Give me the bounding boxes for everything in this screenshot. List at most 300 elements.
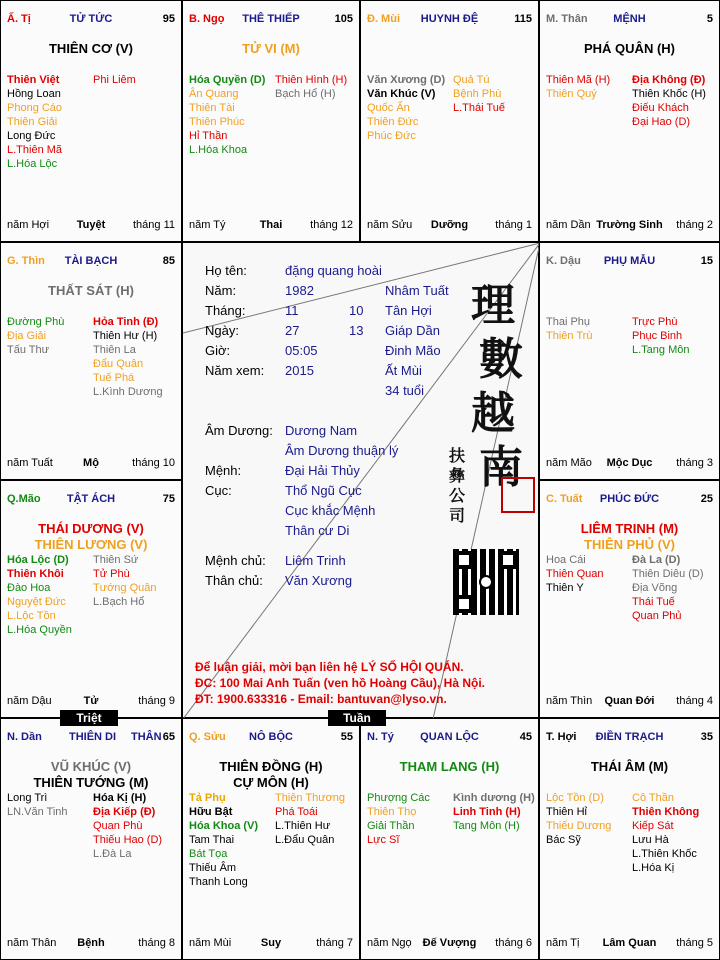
minor-star: Thiên Y — [546, 582, 584, 594]
info-value: Đinh Mão — [385, 343, 441, 358]
info-value: đặng quang hoài — [285, 263, 382, 278]
palace-name: THÊ THIẾP — [242, 13, 300, 25]
main-stars — [1, 283, 181, 299]
palace-number: 55 — [340, 731, 353, 743]
minor-star: Phi Liêm — [93, 74, 136, 86]
minor-star: Quan Phù — [93, 820, 143, 832]
palace-name: ĐIỀN TRẠCH — [595, 731, 664, 743]
minor-star: Hóa Kị (H) — [93, 792, 147, 804]
main-star: THIÊN PHỦ (V) — [584, 537, 675, 552]
life-stage: Quan Đới — [604, 695, 655, 707]
main-star: THAM LANG (H) — [399, 759, 500, 774]
minor-stars-right — [453, 791, 535, 833]
minor-star: Thiên Quan — [546, 568, 604, 580]
main-star: THIÊN CƠ (V) — [48, 41, 134, 56]
palace-header — [7, 255, 175, 271]
minor-star: Địa Giải — [7, 330, 47, 342]
main-stars — [183, 41, 359, 57]
palace-name: TÀI BẠCH — [64, 255, 118, 267]
info-value: Ất Mùi — [385, 363, 422, 378]
minor-stars-left — [189, 791, 258, 889]
minor-star: L.Kình Dương — [93, 386, 163, 398]
life-stage: Đế Vượng — [422, 937, 477, 949]
minor-star: Long Đức — [7, 130, 56, 142]
palace-name: TỬ TỨC — [69, 13, 113, 25]
palace-cell-ngo — [182, 0, 360, 242]
palace-number: 105 — [334, 13, 353, 25]
minor-star: Quốc Ấn — [367, 102, 410, 114]
minor-star: L.Đà La — [93, 848, 132, 860]
minor-stars-right — [632, 553, 704, 623]
year-label: năm Mùi — [189, 937, 232, 949]
year-label: năm Thìn — [546, 695, 593, 707]
palace-footer — [7, 695, 175, 709]
qr-code-icon — [453, 549, 519, 615]
minor-star: Trực Phù — [632, 316, 678, 328]
palace-name: TẬT ÁCH — [66, 493, 116, 505]
info-value: Cục khắc Mệnh — [285, 503, 376, 518]
info-value: 05:05 — [285, 343, 318, 358]
info-value: Thân cư Di — [285, 523, 350, 538]
minor-stars-right — [632, 791, 699, 875]
main-star: THIÊN TƯỚNG (M) — [33, 775, 149, 790]
minor-stars-left — [367, 791, 430, 847]
minor-star: Thiên Tài — [189, 102, 235, 114]
minor-stars-right — [93, 73, 136, 87]
palace-number: 65 — [162, 731, 175, 743]
minor-star: Đào Hoa — [7, 582, 51, 594]
minor-star: Kiếp Sát — [632, 820, 674, 832]
minor-stars-right — [632, 73, 706, 129]
life-stage: Suy — [260, 937, 282, 949]
life-stage: Lâm Quan — [602, 937, 657, 949]
minor-star: L.Hóa Quyền — [7, 624, 72, 636]
info-value: 13 — [349, 323, 364, 338]
palace-footer — [189, 219, 353, 233]
month-label: tháng 3 — [676, 457, 713, 469]
minor-star: Tử Phù — [93, 568, 130, 580]
triet-badge: Triệt — [60, 710, 118, 726]
minor-star: Ân Quang — [189, 88, 239, 100]
main-star: THÁI DƯƠNG (V) — [38, 521, 144, 536]
minor-star: Thanh Long — [189, 876, 248, 888]
info-label: Âm Dương: — [205, 423, 273, 438]
palace-footer — [546, 937, 713, 951]
minor-star: L.Tang Môn — [632, 344, 690, 356]
main-star: THIÊN LƯƠNG (V) — [34, 537, 148, 552]
month-label: tháng 5 — [676, 937, 713, 949]
minor-star: Thiên Việt — [7, 74, 60, 86]
minor-star: Tang Môn (H) — [453, 820, 520, 832]
info-label: Giờ: — [205, 343, 231, 358]
minor-star: Hồng Loan — [7, 88, 61, 100]
minor-star: Tướng Quân — [93, 582, 157, 594]
life-stage: Thai — [259, 219, 283, 231]
minor-star: L.Hóa Khoa — [189, 144, 248, 156]
minor-star: Thiên Diêu (D) — [632, 568, 704, 580]
minor-star: Long Trì — [7, 792, 48, 804]
minor-star: Thiên Giải — [7, 116, 58, 128]
palace-header — [546, 731, 713, 747]
main-stars — [540, 521, 719, 553]
minor-star: Thai Phụ — [546, 316, 591, 328]
life-stage: Tuyệt — [76, 219, 106, 231]
info-value: 1982 — [285, 283, 314, 298]
info-label: Họ tên: — [205, 263, 247, 278]
minor-star: Hỏa Tinh (Đ) — [93, 316, 159, 328]
contact-line: ĐC: 100 Mai Anh Tuấn (ven hồ Hoàng Cầu), Hà Nội. — [195, 676, 486, 690]
minor-stars-right — [275, 791, 345, 847]
year-label: năm Tị — [546, 937, 580, 949]
info-value: 11 — [285, 303, 299, 318]
main-star: TỬ VI (M) — [242, 41, 300, 56]
palace-number: 25 — [700, 493, 713, 505]
year-label: năm Tuất — [7, 457, 53, 469]
palace-header — [189, 731, 353, 747]
minor-star: L.Bạch Hổ — [93, 596, 145, 608]
info-value: Liêm Trinh — [285, 553, 346, 568]
palace-header — [546, 13, 713, 29]
minor-star: Đẩu Quân — [93, 358, 144, 370]
minor-star: Tuế Phá — [93, 372, 135, 384]
minor-stars-left — [7, 553, 72, 637]
minor-star: Phá Toái — [275, 806, 318, 818]
palace-footer — [7, 457, 175, 471]
info-value: 10 — [349, 303, 364, 318]
branch-label: N. Tý — [367, 731, 394, 743]
minor-stars-left — [7, 315, 64, 357]
calligraphy-char: 理 — [471, 280, 515, 331]
tuan-badge: Tuần — [328, 710, 386, 726]
main-star: VŨ KHÚC (V) — [50, 759, 132, 774]
minor-star: Bạch Hổ (H) — [275, 88, 336, 100]
info-label: Tháng: — [205, 303, 246, 318]
palace-header — [367, 731, 532, 747]
minor-star: Hỉ Thần — [189, 130, 228, 142]
info-value: Dương Nam — [285, 423, 358, 438]
minor-star: Thiên Phúc — [189, 116, 245, 128]
branch-label: Ấ. Tị — [7, 13, 31, 25]
minor-star: L.Lộc Tồn — [7, 610, 56, 622]
main-stars — [1, 759, 181, 791]
palace-cell-hoi — [539, 718, 720, 960]
minor-star: Đà La (D) — [632, 554, 681, 566]
main-stars — [1, 41, 181, 57]
main-star: THÁI ÂM (M) — [590, 759, 669, 774]
minor-stars-right — [632, 315, 689, 357]
minor-stars-right — [93, 315, 163, 399]
year-label: năm Sửu — [367, 219, 413, 231]
branch-label: M. Thân — [546, 13, 588, 25]
minor-star: L.Đẩu Quân — [275, 834, 335, 846]
main-stars — [1, 521, 181, 553]
month-label: tháng 2 — [676, 219, 713, 231]
main-stars — [183, 759, 359, 791]
palace-name: PHỤ MẪU — [603, 255, 656, 267]
branch-label: K. Dậu — [546, 255, 581, 267]
calligraphy-char: 越 — [471, 388, 515, 439]
minor-star: Phúc Đức — [367, 130, 416, 142]
info-value: Giáp Dần — [385, 323, 440, 338]
info-value: Thổ Ngũ Cục — [285, 483, 362, 498]
palace-cell-dan — [0, 718, 182, 960]
minor-star: Thiên Hình (H) — [275, 74, 348, 86]
branch-label: N. Dần — [7, 731, 42, 743]
minor-star: L.Thái Tuế — [453, 102, 505, 114]
month-label: tháng 1 — [495, 219, 532, 231]
body-palace-label: THÂN — [131, 731, 162, 743]
branch-label: Q.Mão — [7, 493, 41, 505]
minor-star: Thiên Hư (H) — [93, 330, 158, 342]
year-label: năm Ngọ — [367, 937, 412, 949]
info-value: Nhâm Tuất — [385, 283, 449, 298]
minor-star: Thiên Hỉ — [546, 806, 587, 818]
main-stars — [540, 759, 719, 775]
minor-stars-right — [93, 791, 162, 861]
year-label: năm Tý — [189, 219, 226, 231]
palace-name: QUAN LỘC — [420, 731, 479, 743]
minor-star: Thiên Trù — [546, 330, 593, 342]
minor-star: Phục Binh — [632, 330, 683, 342]
year-label: năm Dậu — [7, 695, 52, 707]
minor-stars-left — [546, 315, 592, 343]
palace-header — [546, 493, 713, 509]
minor-star: Địa Không (Đ) — [632, 74, 706, 86]
minor-star: Thiên Khôi — [7, 568, 64, 580]
palace-cell-ty — [360, 718, 539, 960]
minor-star: Thiên Không — [632, 806, 700, 818]
minor-star: Phượng Các — [367, 792, 430, 804]
calligraphy-char: 數 — [479, 334, 523, 385]
minor-star: Thiên Đức — [367, 116, 419, 128]
palace-cell-mui — [360, 0, 539, 242]
minor-star: Giải Thần — [367, 820, 415, 832]
month-label: tháng 12 — [310, 219, 353, 231]
minor-star: L.Hóa Lộc — [7, 158, 58, 170]
year-label: năm Thân — [7, 937, 57, 949]
minor-star: Cô Thần — [632, 792, 674, 804]
minor-star: Tam Thai — [189, 834, 235, 846]
minor-star: Tấu Thư — [7, 344, 50, 356]
info-label: Năm: — [205, 283, 237, 298]
info-label: Mệnh chủ: — [205, 553, 266, 568]
main-star: THẤT SÁT (H) — [48, 283, 134, 298]
palace-footer — [367, 937, 532, 951]
palace-footer — [546, 695, 713, 709]
minor-star: Thiếu Hao (D) — [93, 834, 163, 846]
minor-star: Hóa Lộc (D) — [7, 554, 69, 566]
year-label: năm Mão — [546, 457, 592, 469]
calligraphy-char: 彝 — [449, 466, 466, 485]
minor-star: Hoa Cái — [546, 554, 586, 566]
palace-number: 45 — [519, 731, 532, 743]
month-label: tháng 6 — [495, 937, 532, 949]
life-stage: Tử — [83, 695, 99, 707]
info-label: Năm xem: — [205, 363, 265, 378]
minor-star: Tả Phụ — [189, 792, 226, 804]
minor-star: Nguyệt Đức — [7, 596, 66, 608]
minor-star: Thiên Quý — [546, 88, 597, 100]
minor-stars-left — [367, 73, 445, 143]
minor-stars-left — [7, 791, 68, 819]
minor-star: L.Thiên Hư — [275, 820, 331, 832]
minor-star: Thiên Thọ — [367, 806, 417, 818]
minor-star: Quan Phủ — [632, 610, 682, 622]
minor-star: L.Thiên Khốc — [632, 848, 697, 860]
minor-star: Linh Tinh (H) — [453, 806, 521, 818]
minor-star: Quả Tú — [453, 74, 490, 86]
palace-name: HUYNH ĐỆ — [420, 13, 479, 25]
minor-star: Lực Sĩ — [367, 834, 400, 846]
life-stage: Trường Sinh — [596, 219, 663, 231]
branch-label: B. Ngọ — [189, 13, 225, 25]
minor-star: Thiếu Âm — [189, 862, 237, 874]
palace-cell-mao — [0, 480, 182, 718]
minor-star: Bác Sỹ — [546, 834, 581, 846]
minor-star: L.Thiên Mã — [7, 144, 63, 156]
palace-footer — [367, 219, 532, 233]
palace-number: 35 — [700, 731, 713, 743]
minor-star: Địa Kiếp (Đ) — [93, 806, 156, 818]
life-stage: Mộc Dục — [606, 457, 653, 469]
month-label: tháng 7 — [316, 937, 353, 949]
month-label: tháng 8 — [138, 937, 175, 949]
palace-cell-suu — [182, 718, 360, 960]
branch-label: G. Thìn — [7, 255, 45, 267]
palace-cell-ti — [0, 0, 182, 242]
month-label: tháng 9 — [138, 695, 175, 707]
minor-star: L.Hóa Kị — [632, 862, 675, 874]
minor-star: Hóa Quyền (D) — [189, 74, 266, 86]
main-star: LIÊM TRINH (M) — [580, 521, 679, 536]
palace-number: 75 — [162, 493, 175, 505]
info-value: Tân Hợi — [385, 303, 432, 318]
palace-footer — [7, 937, 175, 951]
main-star: THIÊN ĐỒNG (H) — [219, 759, 323, 774]
palace-footer — [546, 219, 713, 233]
minor-star: Thái Tuế — [632, 596, 675, 608]
branch-label: C. Tuất — [546, 493, 583, 505]
palace-name: PHÚC ĐỨC — [599, 493, 660, 505]
main-star: CỰ MÔN (H) — [233, 775, 309, 790]
palace-number: 15 — [700, 255, 713, 267]
info-label: Ngày: — [205, 323, 239, 338]
minor-star: Văn Khúc (V) — [367, 88, 436, 100]
minor-stars-right — [93, 553, 157, 609]
palace-footer — [189, 937, 353, 951]
palace-header — [367, 13, 532, 29]
palace-number: 5 — [706, 13, 713, 25]
info-value: 27 — [285, 323, 300, 338]
info-label: Mệnh: — [205, 463, 242, 478]
palace-number: 95 — [162, 13, 175, 25]
branch-label: Q. Sửu — [189, 731, 226, 743]
minor-stars-right — [275, 73, 347, 101]
palace-footer — [7, 219, 175, 233]
minor-stars-left — [546, 553, 603, 595]
month-label: tháng 4 — [676, 695, 713, 707]
minor-star: Lộc Tồn (D) — [546, 792, 604, 804]
minor-star: Thiếu Dương — [546, 820, 612, 832]
calligraphy-char: 扶 — [449, 446, 466, 465]
info-value: Đại Hải Thủy — [285, 463, 360, 478]
palace-header — [546, 255, 713, 271]
minor-star: Lưu Hà — [632, 834, 669, 846]
calligraphy-char: 南 — [479, 442, 523, 493]
info-label: Cục: — [205, 483, 232, 498]
palace-number: 85 — [162, 255, 175, 267]
palace-cell-dau — [539, 242, 720, 480]
main-stars — [361, 759, 538, 775]
contact-line: ĐT: 1900.633316 - Email: bantuvan@lyso.vn. — [195, 692, 447, 706]
main-star: PHÁ QUÂN (H) — [584, 41, 675, 56]
minor-star: Bát Tọa — [189, 848, 228, 860]
minor-star: Hóa Khoa (V) — [189, 820, 259, 832]
minor-star: Văn Xương (D) — [367, 74, 446, 86]
life-stage: Mộ — [83, 457, 99, 469]
minor-star: Đường Phù — [7, 316, 65, 328]
life-stage: Dưỡng — [430, 219, 469, 231]
minor-star: LN.Văn Tinh — [7, 806, 68, 818]
minor-star: Địa Võng — [632, 582, 678, 594]
minor-star: Phong Cáo — [7, 102, 63, 114]
palace-name: MỆNH — [613, 13, 646, 25]
main-stars — [540, 41, 719, 57]
palace-cell-tuat — [539, 480, 720, 718]
info-value: 2015 — [285, 363, 314, 378]
red-seal-stamp — [501, 477, 535, 513]
palace-number: 115 — [514, 13, 532, 25]
contact-info — [195, 659, 485, 707]
minor-star: Thiên Thương — [275, 792, 346, 804]
life-stage: Bệnh — [77, 937, 105, 949]
minor-star: Hữu Bật — [189, 806, 233, 818]
minor-stars-left — [546, 791, 611, 847]
minor-stars-right — [453, 73, 505, 115]
palace-header — [7, 731, 175, 747]
year-label: năm Dần — [546, 219, 591, 231]
minor-star: Đại Hao (D) — [632, 116, 691, 128]
palace-header — [7, 493, 175, 509]
palace-footer — [546, 457, 713, 471]
info-label: Thân chủ: — [205, 573, 263, 588]
month-label: tháng 11 — [132, 219, 175, 231]
center-info-panel — [182, 242, 539, 718]
palace-header — [189, 13, 353, 29]
minor-stars-left — [7, 73, 62, 171]
month-label: tháng 10 — [132, 457, 175, 469]
minor-stars-left — [546, 73, 610, 101]
minor-star: Điếu Khách — [632, 102, 689, 114]
palace-cell-than — [539, 0, 720, 242]
palace-cell-thin — [0, 242, 182, 480]
minor-star: Thiên Sứ — [93, 554, 139, 566]
palace-name: THIÊN DI — [69, 731, 117, 743]
info-value: Văn Xương — [285, 573, 353, 588]
palace-name: NÔ BỘC — [249, 731, 293, 743]
contact-line: Để luận giải, mời bạn liên hệ LÝ SỐ HỘI QUÁN. — [195, 660, 464, 674]
info-value: Âm Dương thuận lý — [285, 443, 399, 458]
branch-label: Đ. Mùi — [367, 13, 400, 25]
calligraphy-char: 司 — [449, 506, 466, 525]
info-value: 34 tuổi — [385, 383, 425, 398]
year-label: năm Hợi — [7, 219, 50, 231]
calligraphy-char: 公 — [449, 486, 466, 505]
minor-star: Bệnh Phù — [453, 88, 502, 100]
minor-star: Kình dương (H) — [453, 792, 535, 804]
minor-star: Thiên Mã (H) — [546, 74, 611, 86]
minor-star: Thiên Khốc (H) — [632, 88, 706, 100]
